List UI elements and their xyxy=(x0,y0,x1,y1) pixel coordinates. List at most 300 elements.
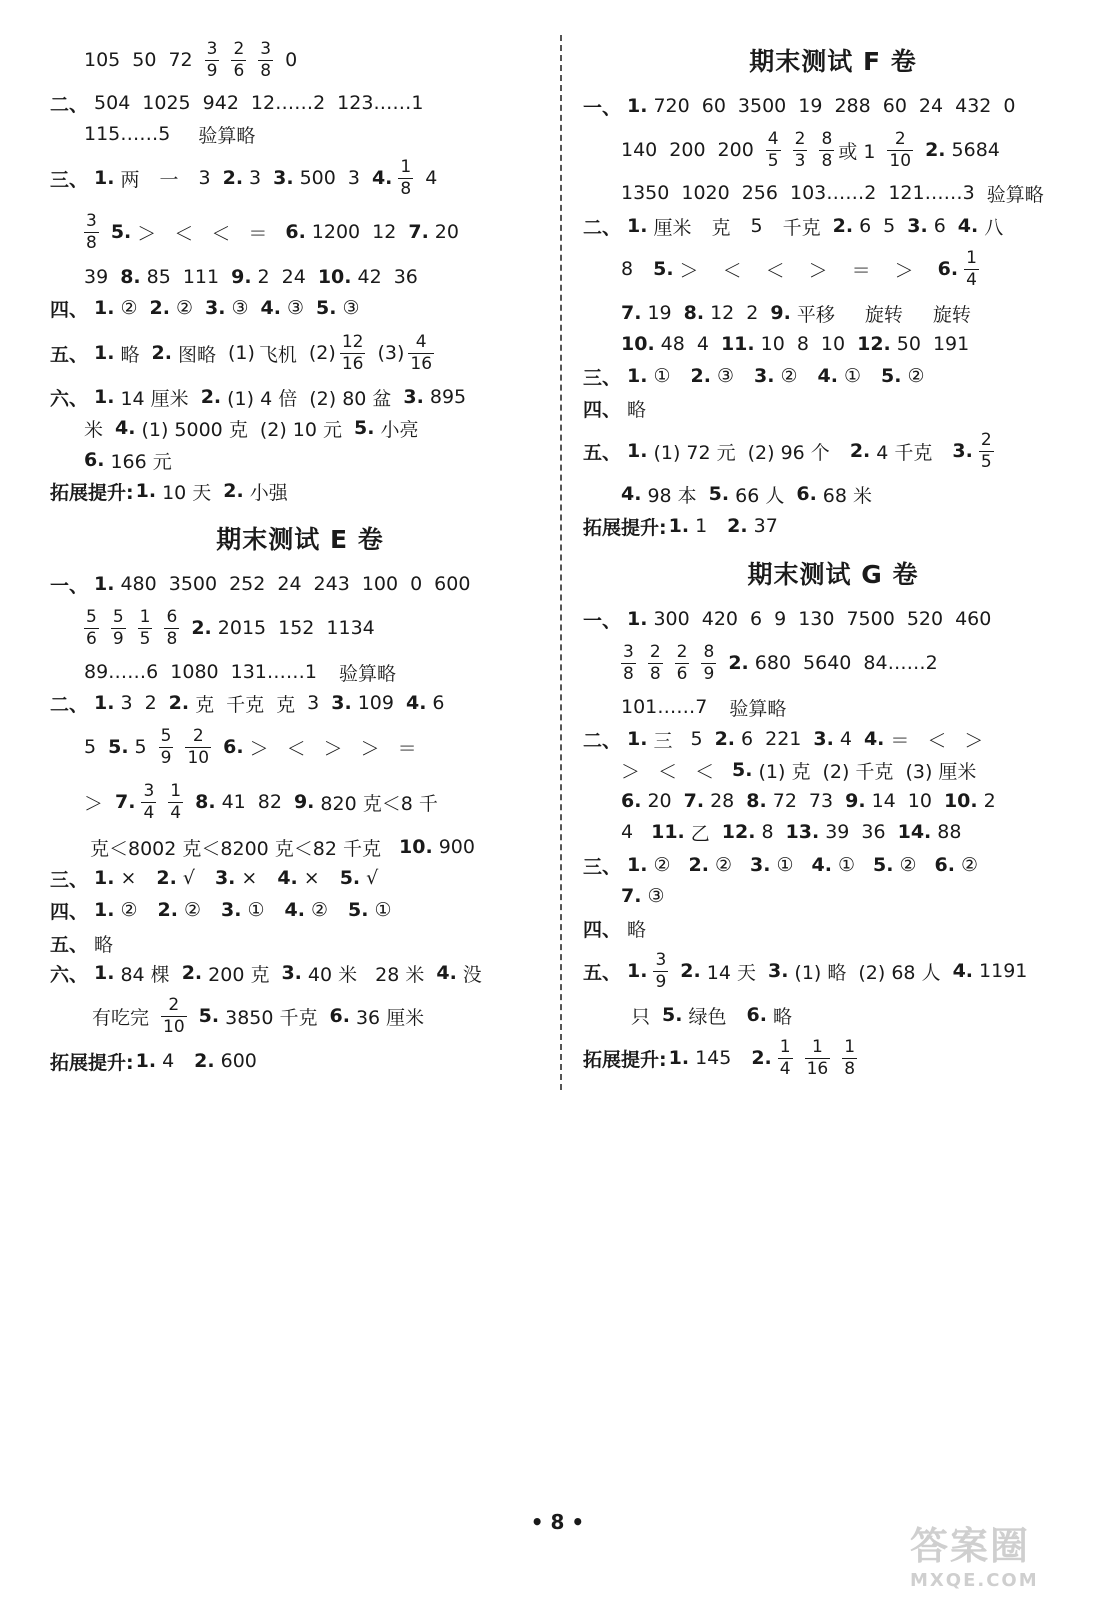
item-number: 5. xyxy=(653,258,674,280)
answer-value: ＞ xyxy=(894,259,914,282)
item-number: 1. xyxy=(94,899,115,921)
item-number: 1. xyxy=(94,342,115,364)
item-number: 4. xyxy=(436,962,457,984)
section-label: 三、 xyxy=(50,168,89,191)
answer-value: 只 xyxy=(631,1005,651,1028)
section-label: 三、 xyxy=(583,366,622,389)
answer-value: 2015 xyxy=(217,617,267,639)
answer-value: 89……6 xyxy=(84,661,159,683)
answer-value: ② xyxy=(183,899,202,921)
fraction: $\frac{1}{5}$ xyxy=(139,606,151,649)
answer-value: ③ xyxy=(342,297,360,319)
answer-line xyxy=(631,995,804,1035)
answer-value: 520 xyxy=(906,608,944,630)
item-number: 6. xyxy=(934,854,955,876)
answer-value: 252 xyxy=(229,573,266,595)
item-number: 8. xyxy=(746,790,767,812)
answer-value: (1) 72 元 xyxy=(653,441,736,464)
section-label: 四、 xyxy=(583,918,622,941)
item-number: 14. xyxy=(897,821,932,843)
sub-label: (1) xyxy=(227,342,255,364)
answer-value: 5684 xyxy=(951,139,1000,161)
answer-value: ① xyxy=(776,854,794,876)
fraction: $\frac{2}{3}$ xyxy=(794,128,806,171)
answer-line xyxy=(92,996,436,1036)
answer-value: 131……1 xyxy=(230,661,317,683)
answer-value: 10 天 xyxy=(162,481,212,504)
answer-value: 略 xyxy=(772,1005,792,1028)
answer-value: ＝ xyxy=(248,222,268,245)
answer-value: 60 xyxy=(882,95,907,117)
answer-value: 100 xyxy=(361,573,399,595)
answer-value: 48 xyxy=(660,333,685,355)
answer-value: 152 xyxy=(278,617,315,639)
item-number: 3. xyxy=(205,297,226,319)
item-number: 4. xyxy=(621,483,642,505)
answer-value: ＝ xyxy=(890,729,910,752)
answer-line xyxy=(621,130,1012,170)
answer-value: 5 xyxy=(84,736,97,758)
item-number: 5. xyxy=(108,736,129,758)
item-number: 2. xyxy=(832,215,854,237)
answer-value: 12 xyxy=(372,221,397,243)
item-number: 3. xyxy=(907,215,928,237)
item-number: 2. xyxy=(714,728,736,750)
answer-line xyxy=(50,158,449,198)
answer-value: 0 xyxy=(410,573,423,595)
answer-value: 480 xyxy=(120,573,157,595)
answer-value: 乙 xyxy=(690,822,710,845)
answer-value: ② xyxy=(780,365,798,387)
answer-value: ② xyxy=(960,854,979,876)
item-number: 4. xyxy=(260,297,281,319)
answer-line xyxy=(50,564,482,604)
answer-value: ＞ xyxy=(84,792,104,815)
answer-value: 288 xyxy=(834,95,871,117)
answer-value: 4 xyxy=(621,821,634,843)
answer-value: 10 xyxy=(760,333,785,355)
item-number: 3. xyxy=(214,867,236,889)
answer-value: 1020 xyxy=(681,182,730,204)
fraction: $\frac{3}{8}$ xyxy=(86,210,97,253)
answer-value: 98 本 xyxy=(647,484,697,507)
answer-value: 0 xyxy=(1003,95,1016,117)
answer-line xyxy=(50,288,372,328)
section-title: 期末测试 F 卷 xyxy=(749,47,917,76)
item-number: 6. xyxy=(746,1004,767,1026)
answer-value: ＞ xyxy=(679,259,699,282)
section-label: 三、 xyxy=(50,868,89,891)
answer-value: 37 xyxy=(753,515,778,537)
answer-value: 123……1 xyxy=(337,92,424,114)
item-number: 5. xyxy=(339,867,361,889)
item-number: 1. xyxy=(627,95,648,117)
item-number: 9. xyxy=(845,790,866,812)
answer-value: (1) 略 xyxy=(794,961,847,984)
item-number: 6. xyxy=(84,449,105,471)
answer-value: 6 xyxy=(741,728,754,750)
answer-value: 14 厘米 xyxy=(120,387,189,410)
answer-value: 千克 xyxy=(226,693,265,716)
answer-value: 略 xyxy=(627,398,647,421)
answer-value: 2 xyxy=(144,692,157,714)
answer-value: 3850 千克 xyxy=(225,1006,318,1029)
item-number: 2. xyxy=(200,386,222,408)
item-number: 8. xyxy=(195,791,216,813)
answer-value: 验算略 xyxy=(729,697,787,720)
answer-value: 1 xyxy=(695,515,708,537)
answer-value: 36 厘米 xyxy=(355,1006,425,1029)
item-number: 4. xyxy=(863,728,885,750)
fraction: $\frac{1}{4}$ xyxy=(779,1036,791,1079)
answer-value: 9 xyxy=(774,608,787,630)
answer-value: ＞ xyxy=(621,760,641,783)
section-label: 一、 xyxy=(583,609,622,632)
item-number: 6. xyxy=(223,736,244,758)
answer-line xyxy=(583,431,1006,471)
answer-value: 420 xyxy=(701,608,738,630)
item-number: 3. xyxy=(767,960,789,982)
item-number: 7. xyxy=(683,790,705,812)
item-number: 5. xyxy=(354,417,375,439)
item-number: 1. xyxy=(627,608,648,630)
answer-value: ③ xyxy=(286,297,305,319)
answer-value: 101……7 xyxy=(621,696,708,718)
answer-value: 19 xyxy=(798,95,823,117)
answer-value: 140 xyxy=(621,139,658,161)
answer-value: 68 米 xyxy=(822,484,873,507)
section-label: 拓展提升: xyxy=(583,1048,667,1071)
answer-value: 109 xyxy=(357,692,394,714)
answer-value: 5640 xyxy=(803,652,852,674)
item-number: 2. xyxy=(728,652,749,674)
answer-value: ＞ xyxy=(964,729,984,752)
item-number: 5. xyxy=(348,899,369,921)
answer-value: 8 xyxy=(761,821,774,843)
answer-line xyxy=(84,40,309,80)
item-number: 2. xyxy=(849,440,871,462)
fraction: $\frac{1}{16}$ xyxy=(806,1036,829,1079)
answer-value: (2) 80 盆 xyxy=(309,387,392,410)
fraction: $\frac{2}{10}$ xyxy=(163,994,185,1037)
fraction: $\frac{3}{9}$ xyxy=(655,949,667,992)
fraction: $\frac{3}{4}$ xyxy=(143,780,155,823)
answer-line xyxy=(621,643,950,683)
answer-value: 72 xyxy=(772,790,797,812)
answer-value: ＞ xyxy=(808,259,828,282)
item-number: 2. xyxy=(168,692,190,714)
section-label: 四、 xyxy=(50,298,89,321)
watermark-url: MXQE.COM xyxy=(910,1570,1039,1591)
item-number: 4. xyxy=(957,215,979,237)
answer-value: 6 xyxy=(859,215,872,237)
answer-value: 千克 xyxy=(782,216,821,239)
answer-value: 厘米 xyxy=(653,216,692,239)
item-number: 4. xyxy=(817,365,838,387)
answer-value: 3 xyxy=(198,167,211,189)
item-number: 6. xyxy=(621,790,642,812)
answer-value: 41 xyxy=(221,791,246,813)
answer-value: 3500 xyxy=(737,95,787,117)
answer-value: ＜ xyxy=(286,737,306,760)
answer-value: 720 xyxy=(653,95,690,117)
answer-value: 克＜8002 克＜8200 克＜82 千克 xyxy=(90,837,382,860)
answer-value: 6 xyxy=(750,608,763,630)
answer-value: 5 xyxy=(883,215,896,237)
answer-line xyxy=(583,506,790,546)
answer-value: 20 xyxy=(647,790,672,812)
answer-value: 克 xyxy=(711,216,731,239)
answer-value: 3 xyxy=(249,167,262,189)
answer-value: 略 xyxy=(94,933,114,956)
answer-value: 200 xyxy=(717,139,754,161)
answer-value: 旋转 xyxy=(932,303,971,326)
answer-value: 200 xyxy=(669,139,706,161)
watermark-logo xyxy=(910,1515,1100,1590)
answer-value: 小强 xyxy=(249,481,288,504)
answer-value: 600 xyxy=(434,573,471,595)
answer-value: ＞ xyxy=(137,222,157,245)
item-number: 3. xyxy=(273,167,294,189)
answer-value: 10 xyxy=(907,790,932,812)
item-number: 8. xyxy=(683,302,705,324)
answer-value: 小亮 xyxy=(380,418,419,441)
answer-value: 82 xyxy=(257,791,282,813)
answer-line xyxy=(50,683,457,723)
answer-value: 4 xyxy=(425,167,438,189)
answer-value: ＜ xyxy=(927,729,947,752)
item-number: 4. xyxy=(952,960,974,982)
item-number: 13. xyxy=(785,821,820,843)
answer-value: 221 xyxy=(765,728,802,750)
item-number: 1. xyxy=(627,365,648,387)
answer-value: 28 xyxy=(710,790,735,812)
item-number: 1. xyxy=(94,167,115,189)
answer-value: 40 米 xyxy=(307,963,358,986)
answer-value: 39 xyxy=(84,266,109,288)
fraction: $\frac{2}{8}$ xyxy=(649,641,661,684)
answer-value: 895 xyxy=(429,386,467,408)
answer-value: 600 xyxy=(220,1050,257,1072)
item-number: 9. xyxy=(231,266,252,288)
section-label: 二、 xyxy=(583,729,622,752)
answer-value: ② xyxy=(907,365,925,387)
item-number: 5. xyxy=(881,365,902,387)
answer-value: 28 米 xyxy=(375,963,425,986)
answer-value: (3) 厘米 xyxy=(905,760,977,783)
answer-value: ③ xyxy=(231,297,249,319)
item-number: 2. xyxy=(149,297,170,319)
item-number: 1. xyxy=(627,960,648,982)
answer-value: 八 xyxy=(984,216,1004,239)
answer-line xyxy=(583,1038,869,1078)
section-label: 六、 xyxy=(50,387,89,410)
answer-value: 115……5 xyxy=(84,123,171,145)
section-label: 拓展提升: xyxy=(50,1051,134,1074)
item-number: 4. xyxy=(405,692,427,714)
item-number: 1. xyxy=(668,515,690,537)
item-number: 2. xyxy=(222,167,244,189)
item-number: 6. xyxy=(796,483,817,505)
answer-value: 20 xyxy=(434,221,459,243)
answer-value: 145 xyxy=(695,1047,732,1069)
section-title: 期末测试 G 卷 xyxy=(747,560,919,589)
section-label: 五、 xyxy=(583,441,622,464)
section-label: 一、 xyxy=(50,574,89,597)
answer-value: (1) 4 倍 xyxy=(227,387,298,410)
answer-value: 4 xyxy=(696,333,709,355)
item-number: 8. xyxy=(120,266,141,288)
answer-value: 103……2 xyxy=(789,182,877,204)
answer-value: 24 xyxy=(281,266,306,288)
answer-value: ＝ xyxy=(397,737,417,760)
answer-value: ① xyxy=(837,854,856,876)
section-label: 五、 xyxy=(583,961,622,984)
answer-value: 50 xyxy=(896,333,921,355)
answer-value: 85 xyxy=(146,266,171,288)
answer-value: ＜ xyxy=(722,259,742,282)
answer-value: ② xyxy=(175,297,194,319)
answer-value: 5 xyxy=(690,728,703,750)
fraction: $\frac{4}{16}$ xyxy=(410,331,433,374)
item-number: 5. xyxy=(873,854,894,876)
answer-value: 460 xyxy=(955,608,992,630)
answer-value: 36 xyxy=(861,821,886,843)
answer-value: ① xyxy=(843,365,862,387)
section-label: 二、 xyxy=(583,216,622,239)
answer-value: 2 xyxy=(983,790,996,812)
answer-value: 50 xyxy=(132,49,157,71)
item-number: 12. xyxy=(857,333,891,355)
item-number: 2. xyxy=(181,962,203,984)
section-title: 期末测试 E 卷 xyxy=(216,525,384,554)
answer-value: 1025 xyxy=(142,92,191,114)
answer-value: √ xyxy=(366,867,379,889)
answer-value: 图略 xyxy=(177,343,216,366)
answer-value: 8 xyxy=(621,258,634,280)
answer-value: 6 xyxy=(933,215,946,237)
answer-value: 4 千克 xyxy=(876,441,933,464)
answer-value: 504 xyxy=(94,92,131,114)
answer-value: 36 xyxy=(393,266,418,288)
item-number: 10. xyxy=(317,266,352,288)
answer-value: 42 xyxy=(357,266,382,288)
item-number: 3. xyxy=(750,854,771,876)
answer-value: 4 xyxy=(162,1050,175,1072)
item-number: 1. xyxy=(627,440,648,462)
item-number: 4. xyxy=(277,867,298,889)
answer-value: 三 xyxy=(653,729,673,752)
answer-value: 绿色 xyxy=(688,1005,727,1028)
section-label: 拓展提升: xyxy=(583,516,667,539)
fraction: $\frac{5}{6}$ xyxy=(86,606,97,649)
answer-value: (2) 96 个 xyxy=(747,441,830,464)
section-label: 五、 xyxy=(50,343,89,366)
item-number: 2. xyxy=(751,1047,772,1069)
item-number: 5. xyxy=(708,483,730,505)
item-number: 4. xyxy=(284,899,305,921)
answer-value: 24 xyxy=(277,573,302,595)
answer-value: 14 天 xyxy=(706,961,756,984)
answer-line xyxy=(84,114,267,154)
fraction: $\frac{5}{9}$ xyxy=(160,725,172,768)
fraction: $\frac{1}{8}$ xyxy=(400,156,412,199)
item-number: 1. xyxy=(94,573,115,595)
item-number: 4. xyxy=(811,854,832,876)
answer-value: 111 xyxy=(182,266,220,288)
answer-value: ＞ xyxy=(249,737,269,760)
item-number: 2. xyxy=(191,617,212,639)
answer-line xyxy=(583,86,1027,126)
answer-value: ＜ xyxy=(211,222,231,245)
item-number: 10. xyxy=(399,836,433,858)
item-number: 2. xyxy=(194,1050,215,1072)
answer-value: 0 xyxy=(285,49,298,71)
section-label: 五、 xyxy=(50,933,89,956)
item-number: 1. xyxy=(94,962,115,984)
answer-value: 1200 xyxy=(311,221,361,243)
item-number: 1. xyxy=(135,1050,157,1072)
answer-value: ＞ xyxy=(323,737,343,760)
fraction: $\frac{1}{8}$ xyxy=(844,1036,856,1079)
answer-value: 1191 xyxy=(979,960,1028,982)
answer-value: ＝ xyxy=(851,259,871,282)
item-number: 1. xyxy=(135,480,157,502)
answer-value: (2) 68 人 xyxy=(858,961,941,984)
answer-value: 24 xyxy=(918,95,944,117)
item-number: 1. xyxy=(627,728,648,750)
answer-value: 或 1 xyxy=(838,140,876,163)
item-number: 1. xyxy=(627,215,648,237)
item-number: 12. xyxy=(721,821,756,843)
fraction: $\frac{1}{4}$ xyxy=(170,780,182,823)
answer-value: 克 xyxy=(276,693,296,716)
answer-line xyxy=(84,727,429,767)
item-number: 7. xyxy=(621,885,642,907)
answer-value: 130 xyxy=(798,608,835,630)
fraction: $\frac{1}{4}$ xyxy=(966,247,977,290)
item-number: 4. xyxy=(115,417,136,439)
answer-value: 300 xyxy=(653,608,690,630)
fraction: $\frac{8}{9}$ xyxy=(703,641,715,684)
sub-label: (3) xyxy=(377,342,405,364)
answer-value: 10 xyxy=(820,333,846,355)
answer-value: ② xyxy=(120,899,138,921)
answer-value: ＜ xyxy=(765,259,785,282)
item-number: 1. xyxy=(94,692,115,714)
answer-value: 一 xyxy=(159,168,179,191)
answer-value: 72 xyxy=(168,49,193,71)
item-number: 3. xyxy=(952,440,973,462)
answer-value: 验算略 xyxy=(338,662,396,685)
fraction: $\frac{4}{5}$ xyxy=(767,128,779,171)
fraction: $\frac{3}{8}$ xyxy=(623,641,634,684)
answer-value: 3 xyxy=(120,692,133,714)
answer-value: 8 xyxy=(796,333,809,355)
answer-value: 39 xyxy=(825,821,850,843)
answer-value: 飞机 xyxy=(258,343,297,366)
answer-value: 3 xyxy=(307,692,320,714)
item-number: 3. xyxy=(754,365,775,387)
answer-line xyxy=(621,249,991,289)
answer-line xyxy=(84,782,450,822)
item-number: 7. xyxy=(621,302,642,324)
answer-value: ② xyxy=(653,854,671,876)
item-number: 1. xyxy=(627,854,648,876)
item-number: 5. xyxy=(110,221,132,243)
item-number: 3. xyxy=(281,962,302,984)
item-number: 2. xyxy=(690,365,711,387)
